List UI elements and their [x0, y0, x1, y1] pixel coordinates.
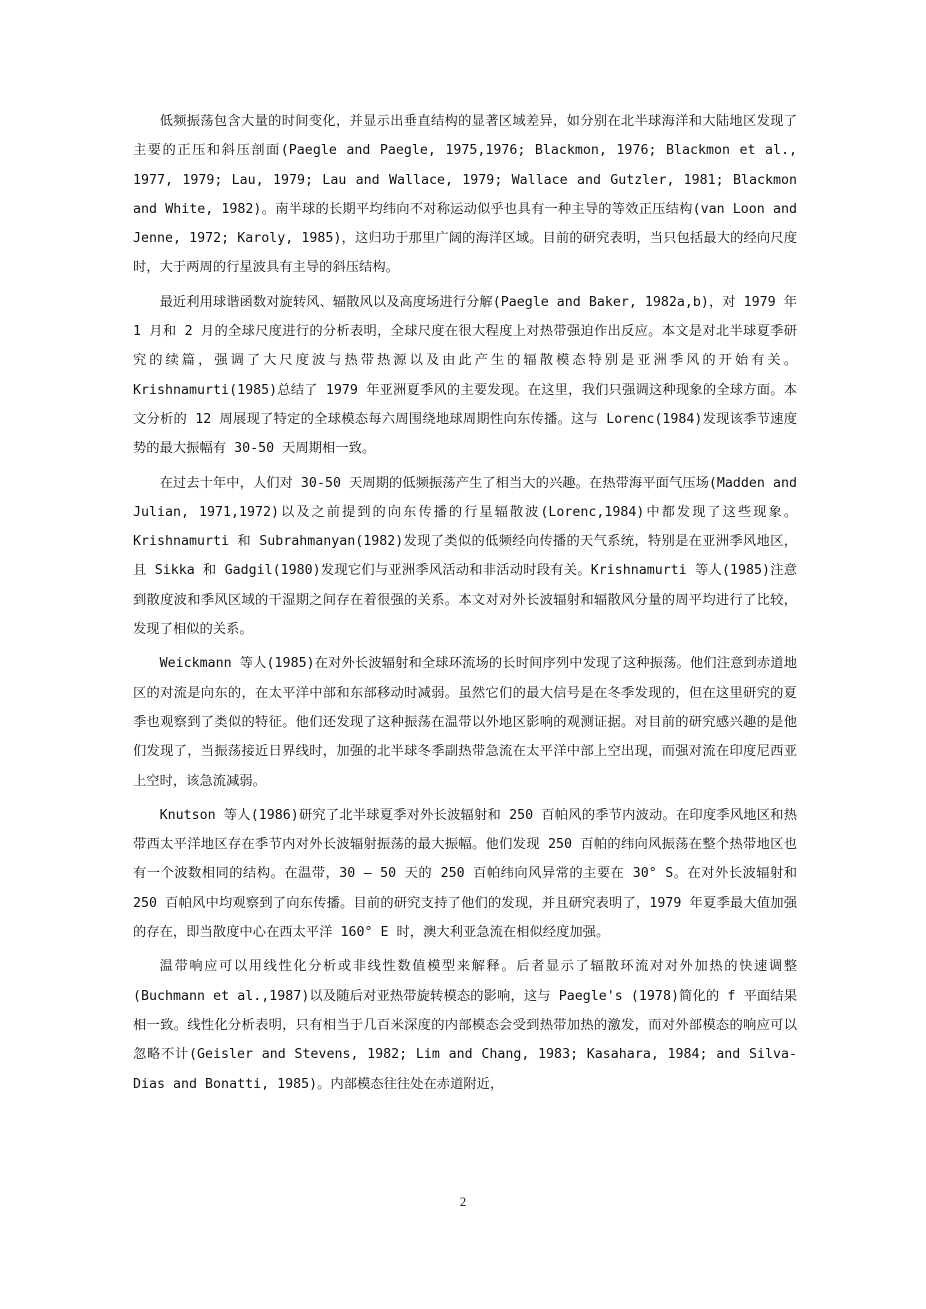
paragraph-2: 最近利用球谐函数对旋转风、辐散风以及高度场进行分解(Paegle and Baker, 1982a,b)，对 1979 年 1 月和 2 月的全球尺度进行的分析表明，全球尺度在很大程度上对热带强迫作出反应。本文是对北半球夏季研究的续篇，强调了大尺度波与热带热源以及由此产生的辐散模态特别是亚洲季风的开始有关。Krishnamurti(1985)总结了 1979 年亚洲夏季风的主要发现。在这里，我们只强调这种现象的全球方面。本文分析的 12 周展现了特定的全球模态每六周围绕地球周期性向东传播。这与 Lorenc(1984)发现该季节速度势的最大振幅有 30-50 天周期相一致。 [133, 294, 797, 457]
paragraph-3: 在过去十年中，人们对 30-50 天周期的低频振荡产生了相当大的兴趣。在热带海平面气压场(Madden and Julian, 1971,1972)以及之前提到的向东传播的行星辐散波(Lorenc,1984)中都发现了这些现象。Krishnamurti 和 Subrahmanyan(1982)发现了类似的低频经向传播的天气系统，特别是在亚洲季风地区，且 Sikka 和 Gadgil(1980)发现它们与亚洲季风活动和非活动时段有关。Krishnamurti 等人(1985)注意到散度波和季风区域的干湿期之间存在着很强的关系。本文对对外长波辐射和辐散风分量的周平均进行了比较，发现了相似的关系。 [133, 475, 797, 638]
document-body [133, 107, 797, 1104]
paragraph-6: 温带响应可以用线性化分析或非线性数值模型来解释。后者显示了辐散环流对对外加热的快速调整(Buchmann et al.,1987)以及随后对亚热带旋转模态的影响，这与 Paegle's (1978)简化的 f 平面结果相一致。线性化分析表明，只有相当于几百米深度的内部模态会受到热带加热的激发，而对外部模态的响应可以忽略不计(Geisler and Stevens, 1982; Lim and Chang, 1983; Kasahara, 1984; and Silva-Dias and Bonatti, 1985)。内部模态往往处在赤道附近， [133, 959, 797, 1092]
paragraph-1: 低频振荡包含大量的时间变化，并显示出垂直结构的显著区域差异，如分别在北半球海洋和大陆地区发现了主要的正压和斜压剖面(Paegle and Paegle, 1975,1976; Blackmon, 1976; Blackmon et al., 1977, 1979; Lau, 1979; Lau and Wallace, 1979; Wallace and Gutzler, 1981; Blackmon and White, 1982)。南半球的长期平均纬向不对称运动似乎也具有一种主导的等效正压结构(van Loon and Jenne, 1972; Karoly, 1985)，这归功于那里广阔的海洋区域。目前的研究表明，当只包括最大的经向尺度时，大于两周的行星波具有主导的斜压结构。 [133, 114, 797, 276]
paragraph-4: Weickmann 等人(1985)在对外长波辐射和全球环流场的长时间序列中发现了这种振荡。他们注意到赤道地区的对流是向东的，在太平洋中部和东部移动时减弱。虽然它们的最大信号是在冬季发现的，但在这里研究的夏季也观察到了类似的特征。他们还发现了这种振荡在温带以外地区影响的观测证据。对目前的研究感兴趣的是他们发现了，当振荡接近日界线时，加强的北半球冬季副热带急流在太平洋中部上空出现，而强对流在印度尼西亚上空时，该急流减弱。 [133, 656, 797, 789]
paragraph-5: Knutson 等人(1986)研究了北半球夏季对外长波辐射和 250 百帕风的季节内波动。在印度季风地区和热带西太平洋地区存在季节内对外长波辐射振荡的最大振幅。他们发现 250 百帕的纬向风振荡在整个热带地区也有一个波数相同的结构。在温带，30 – 50 天的 250 百帕纬向风异常的主要在 30° S。在对外长波辐射和 250 百帕风中均观察到了向东传播。目前的研究支持了他们的发现，并且研究表明了，1979 年夏季最大值加强的存在，即当散度中心在西太平洋 160° E 时，澳大利亚急流在相似经度加强。 [133, 807, 797, 941]
page-number: 2 [459, 1194, 467, 1209]
